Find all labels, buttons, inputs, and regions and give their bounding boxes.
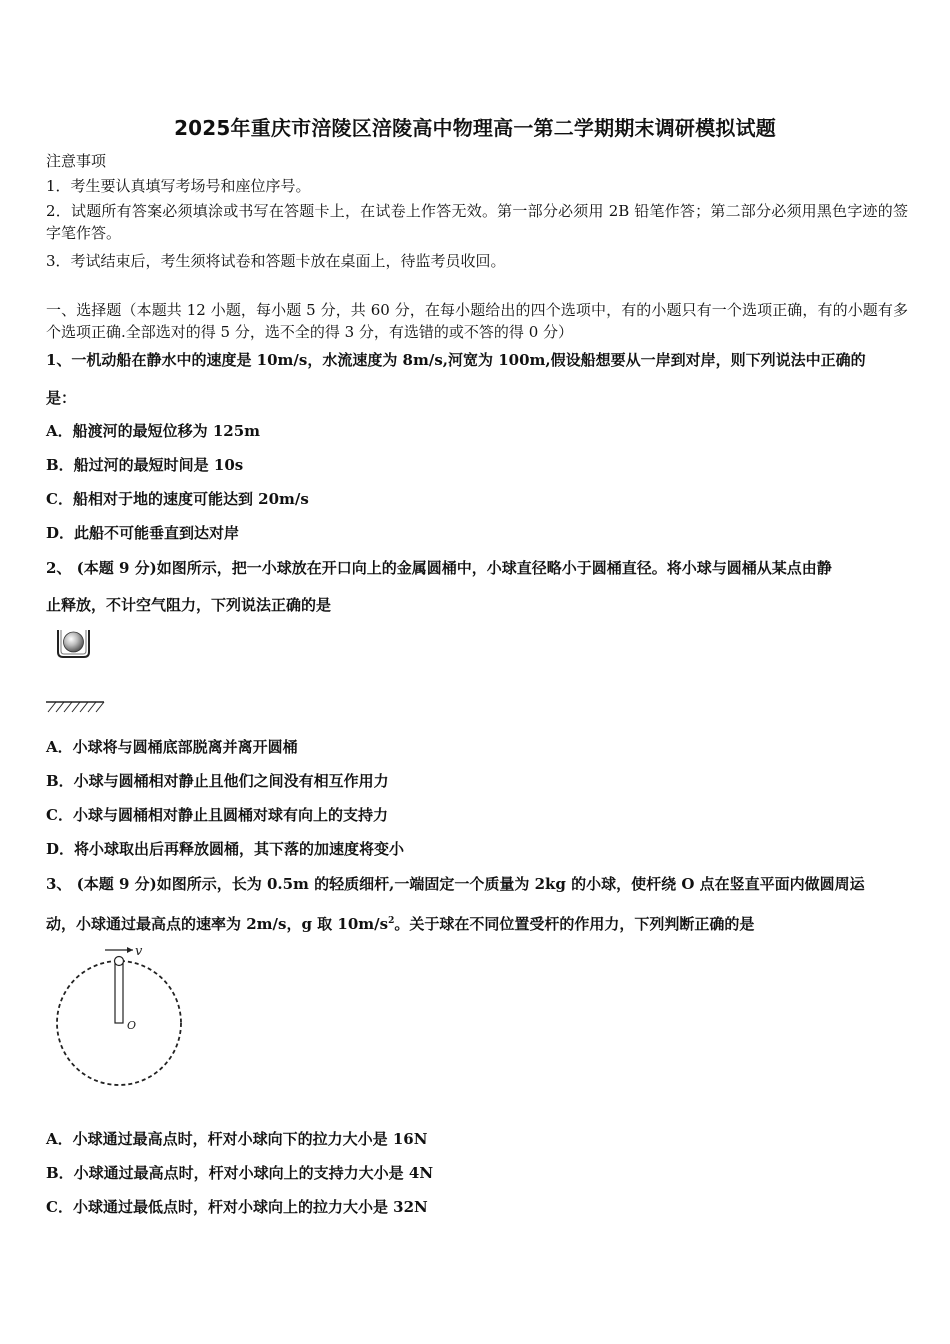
q2-option-c: C．小球与圆桶相对静止且圆桶对球有向上的支持力 [46,806,388,824]
circular-motion-figure [50,940,190,1090]
notice-heading: 注意事项 [46,152,107,170]
q1-option-a: A．船渡河的最短位移为 125m [46,422,261,440]
q2-option-a: A．小球将与圆桶底部脱离并离开圆桶 [46,738,298,756]
ground-hatch [48,702,104,712]
q3-stem-line2-part-b: 。关于球在不同位置受杆的作用力，下列判断正确的是 [394,915,755,933]
arrow-head-icon [127,947,133,953]
bucket-figure [44,624,108,719]
page-title: 2025年重庆市涪陵区涪陵高中物理高一第二学期期末调研模拟试题 [174,116,776,140]
notice-item-2: 2．试题所有答案必须填涂或书写在答题卡上，在试卷上作答无效。第一部分必须用 2B 铅笔作答；第二部分必须用黑色字迹的签字笔作答。 [46,202,908,242]
q3-stem-line2 [46,910,908,935]
q2-option-b: B．小球与圆桶相对静止且他们之间没有相互作用力 [46,772,389,790]
q3-option-a: A．小球通过最高点时，杆对小球向下的拉力大小是 16N [46,1130,428,1148]
ball-icon [115,957,124,966]
q1-stem-line1: 1、一机动船在静水中的速度是 10m/s，水流速度为 8m/s,河宽为 100m,假设船想要从一岸到对岸，则下列说法中正确的 [46,351,866,369]
q1-stem-line2: 是： [46,389,77,407]
rod [115,962,123,1023]
q3-stem-line2-part-a: 动，小球通过最高点的速率为 2m/s，g 取 10m/s [46,915,389,933]
q1-option-c: C．船相对于地的速度可能达到 20m/s [46,490,309,508]
q1-option-b: B．船过河的最短时间是 10s [46,456,244,474]
q3-option-b: B．小球通过最高点时，杆对小球向上的支持力大小是 4N [46,1164,434,1182]
q3-option-c: C．小球通过最低点时，杆对小球向上的拉力大小是 32N [46,1198,428,1216]
q2-stem-line1: 2、 (本题 9 分)如图所示，把一小球放在开口向上的金属圆桶中，小球直径略小于圆桶直径。将小球与圆桶从某点由静 [46,559,832,577]
center-label: O [127,1019,137,1032]
notice-item-1: 1．考生要认真填写考场号和座位序号。 [46,177,311,195]
q2-stem-line2: 止释放，不计空气阻力，下列说法正确的是 [46,596,332,614]
q3-stem-line2-sup: 2 [388,916,395,926]
notice-item-3: 3．考试结束后，考生须将试卷和答题卡放在桌面上，待监考员收回。 [46,252,506,270]
q1-option-d: D．此船不可能垂直到达对岸 [46,524,240,542]
q3-stem-line1: 3、 (本题 9 分)如图所示，长为 0.5m 的轻质细杆,一端固定一个质量为 2kg 的小球，使杆绕 O 点在竖直平面内做圆周运 [46,875,865,893]
ball-icon [64,632,84,652]
velocity-label: v [135,944,143,959]
q2-option-d: D．将小球取出后再释放圆桶，其下落的加速度将变小 [46,840,405,858]
section-heading: 一、选择题（本题共 12 小题，每小题 5 分，共 60 分，在每小题给出的四个选项中，有的小题只有一个选项正确，有的小题有多个选项正确.全部选对的得 5 分，选不全的得 3 分，有选错的或不答的得 0 分） [46,301,908,341]
